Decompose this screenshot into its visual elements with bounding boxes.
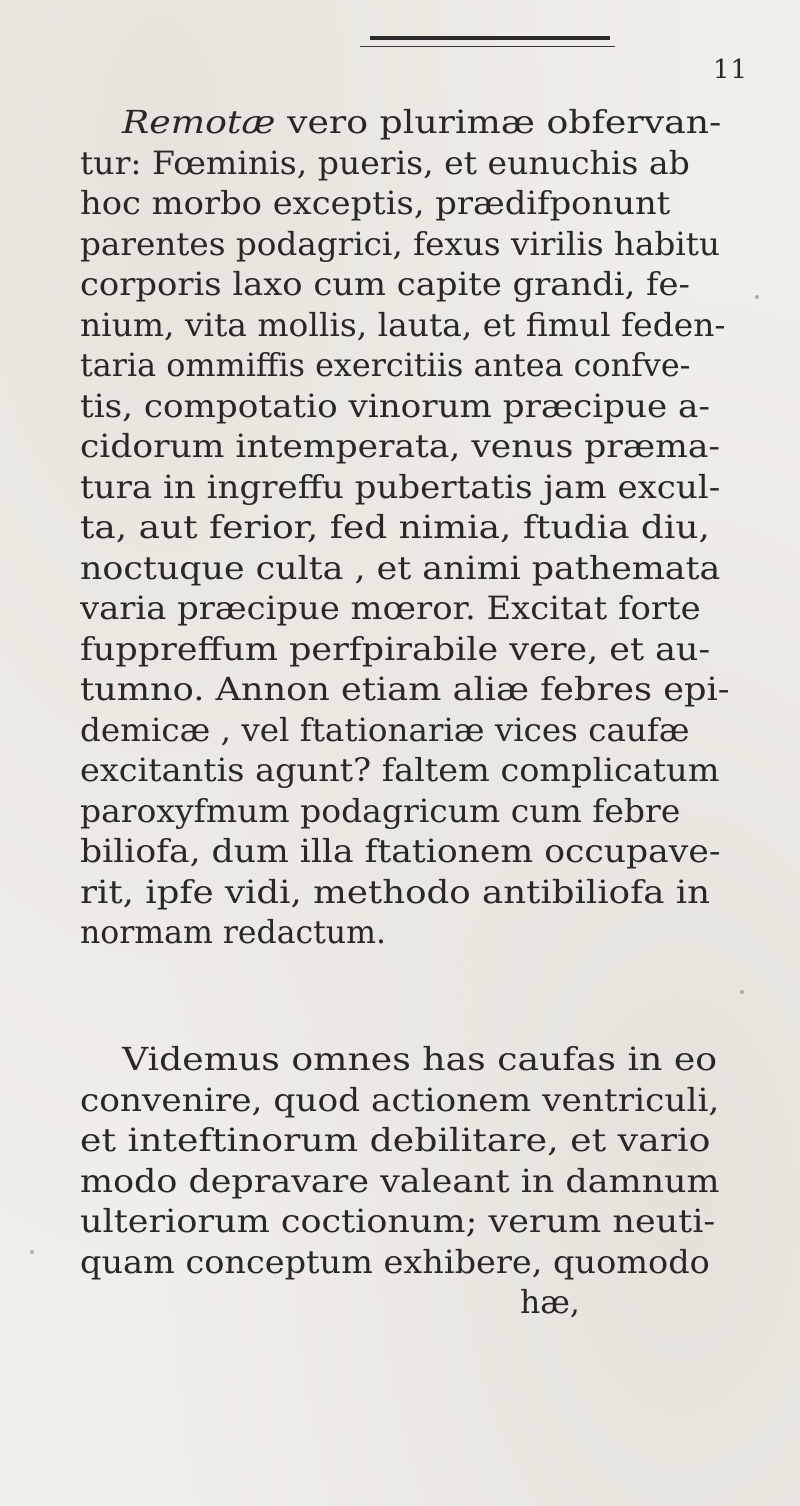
line-text: et inteftinorum debilitare, et vario (80, 1123, 711, 1159)
text-line (80, 346, 690, 386)
paper-speck (740, 990, 744, 994)
line-text: ta, aut ferior, fed nimia, ftudia diu, (80, 510, 710, 546)
text-line (80, 1081, 719, 1121)
paper-speck (30, 1250, 34, 1254)
line-text: nium, vita mollis, lauta, et fimul feden- (80, 307, 726, 344)
line-text: cidorum intemperata, venus præma- (80, 429, 721, 465)
text-line (80, 265, 690, 305)
text-line (80, 792, 680, 832)
text-line (80, 832, 721, 872)
paper-speck (755, 295, 759, 299)
text-line (80, 508, 710, 548)
line-text: excitantis agunt? faltem complicatum (80, 753, 720, 789)
text-line (80, 549, 720, 589)
line-text: fuppreffum perfpirabile vere, et au- (80, 631, 711, 668)
line-text: modo depravare valeant in damnum (80, 1163, 720, 1200)
line-text: tur: Fœminis, pueris, et eunuchis ab (80, 145, 690, 182)
italic-term: Remotæ (122, 105, 276, 141)
text-line (80, 427, 720, 467)
text-line (520, 1283, 580, 1323)
line-text: tumno. Annon etiam aliæ febres epi- (80, 672, 730, 708)
text-line (80, 630, 710, 670)
text-line (80, 225, 720, 265)
line-text: noctuque culta , et animi pathemata (80, 550, 721, 587)
text-line (80, 913, 386, 953)
text-line (80, 751, 719, 791)
header-rule-thin (360, 46, 615, 47)
header-rule (370, 36, 610, 40)
text-line (80, 589, 701, 629)
text-line (80, 306, 726, 346)
line-text: paroxyfmum podagricum cum febre (80, 793, 681, 830)
line-text: ulteriorum coctionum; verum neuti- (80, 1204, 716, 1240)
text-line (80, 670, 730, 710)
text-line (80, 1243, 710, 1283)
text-line (80, 1162, 720, 1202)
line-text: demicæ , vel ftationariæ vices caufæ (80, 712, 690, 749)
line-text: normam redactum. (80, 915, 386, 951)
line-text: taria ommiffis exercitiis antea confve- (80, 348, 691, 384)
text-line (80, 144, 690, 184)
text-line (80, 711, 690, 751)
page-number: 11 (713, 55, 749, 85)
line-text: rit, ipfe vidi, methodo antibiliofa in (80, 874, 711, 911)
line-text: hæ, (520, 1285, 580, 1321)
line-text: parentes podagrici, fexus virilis habitu (80, 226, 720, 263)
text-line (80, 184, 670, 224)
text-line (80, 1121, 710, 1161)
text-line (80, 873, 710, 913)
line-text: hoc morbo exceptis, prædifponunt (80, 186, 671, 222)
line-text: tis, compotatio vinorum præcipue a- (80, 388, 710, 425)
line-text: tura in ingreffu pubertatis jam excul- (80, 469, 721, 506)
text-line (122, 103, 721, 143)
text-line (80, 1202, 715, 1242)
line-text: corporis laxo cum capite grandi, fe- (80, 267, 690, 303)
line-text: varia præcipue mœror. Excitat forte (80, 591, 701, 627)
line-text: biliofa, dum illa ftationem occupave- (80, 834, 721, 870)
line-text: Videmus omnes has caufas in eo (122, 1042, 718, 1078)
text-line (122, 1040, 717, 1080)
line-text: convenire, quod actionem ventriculi, (80, 1082, 720, 1119)
text-line (80, 468, 720, 508)
line-text: quam conceptum exhibere, quomodo (80, 1244, 710, 1281)
text-line (80, 387, 710, 427)
line-text: vero plurimæ obfervan- (275, 105, 722, 141)
